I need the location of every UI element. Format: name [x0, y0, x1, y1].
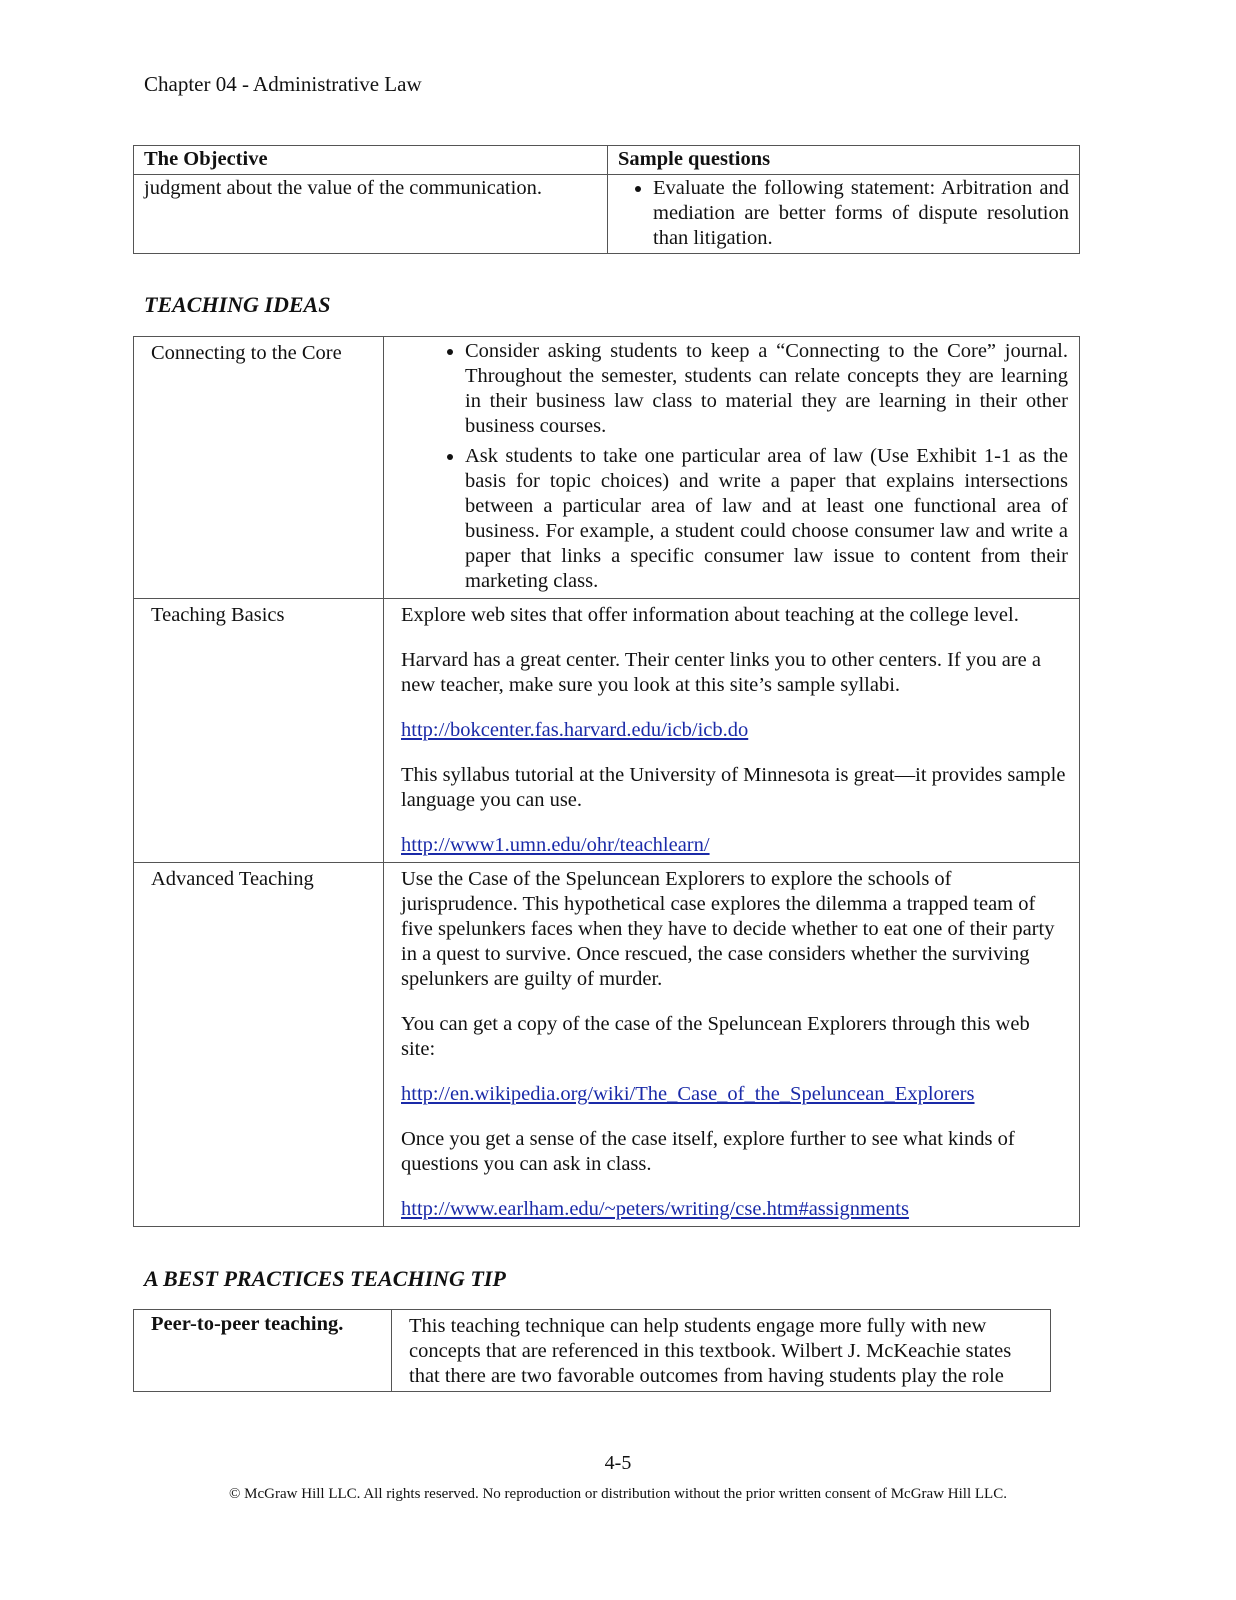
connecting-bullet: • Ask students to take one particular area of law (Use Exhibit 1-1 as the basis for topic choices) and write a paper that explains intersections between a particular area of law and at least one functional area of business. For example, a student could choose consumer law and write a paper that links a specific consumer law issue to content from their marketing class.: [465, 444, 1068, 594]
basics-row: [134, 599, 1080, 863]
wikipedia-link[interactable]: http://en.wikipedia.org/wiki/The_Case_of_the_Speluncean_Explorers: [401, 1083, 975, 1105]
sample-question-item: • Evaluate the following statement: Arbitration and mediation are better forms of dispute resolution than litigation.: [653, 176, 1069, 251]
basics-paragraph: Explore web sites that offer information about teaching at the college level.: [401, 604, 1019, 626]
advanced-paragraph: Once you get a sense of the case itself, explore further to see what kinds of questions you can ask in class.: [401, 1128, 1015, 1175]
basics-label: Teaching Basics: [134, 599, 384, 863]
page-number: 4-5: [604, 1452, 632, 1474]
chapter-header: Chapter 04 - Administrative Law: [144, 72, 422, 96]
teaching-ideas-heading: TEACHING IDEAS: [144, 292, 331, 317]
objective-cell: judgment about the value of the communication.: [134, 175, 608, 254]
connecting-content: [384, 337, 1080, 599]
best-practices-text: This teaching technique can help students engage more fully with new concepts that are referenced in this textbook. Wilbert J. McKeachie states that there are two favorable outcomes from having students play the role: [392, 1310, 1051, 1392]
advanced-paragraph: You can get a copy of the case of the Speluncean Explorers through this web site:: [401, 1013, 1030, 1060]
sample-question-cell: [608, 175, 1080, 254]
connecting-row: [134, 337, 1080, 599]
connecting-label: Connecting to the Core: [134, 337, 384, 599]
copyright-notice: © McGraw Hill LLC. All rights reserved. No reproduction or distribution without the prior written consent of McGraw Hill LLC.: [229, 1486, 1007, 1502]
basics-paragraph: Harvard has a great center. Their center links you to other centers. If you are a new teacher, make sure you look at this site’s sample syllabi.: [401, 649, 1041, 696]
objectives-table: [133, 145, 1080, 254]
teaching-ideas-table: [133, 336, 1080, 1227]
advanced-row: [134, 863, 1080, 1227]
best-practices-label: Peer-to-peer teaching.: [134, 1310, 392, 1392]
best-practices-heading: A BEST PRACTICES TEACHING TIP: [144, 1266, 506, 1291]
objective-column-header: The Objective: [134, 146, 608, 175]
best-practices-table: [133, 1309, 1051, 1392]
harvard-link[interactable]: http://bokcenter.fas.harvard.edu/icb/icb.do: [401, 719, 749, 741]
basics-paragraph: This syllabus tutorial at the University of Minnesota is great—it provides sample language you can use.: [401, 764, 1066, 811]
umn-link[interactable]: http://www1.umn.edu/ohr/teachlearn/: [401, 834, 710, 856]
basics-content: [384, 599, 1080, 863]
sample-questions-column-header: Sample questions: [608, 146, 1080, 175]
advanced-content: [384, 863, 1080, 1227]
connecting-bullet: • Consider asking students to keep a “Connecting to the Core” journal. Throughout the semester, students can relate concepts they are learning in their business law class to material they are learning in their other business courses.: [465, 339, 1068, 439]
earlham-link[interactable]: http://www.earlham.edu/~peters/writing/cse.htm#assignments: [401, 1198, 909, 1220]
advanced-paragraph: Use the Case of the Speluncean Explorers to explore the schools of jurisprudence. This hypothetical case explores the dilemma a trapped team of five spelunkers faces when they have to decide whether to eat one of their party in a quest to survive. Once rescued, the case considers whether the surviving spelunkers are guilty of murder.: [401, 868, 1055, 990]
advanced-label: Advanced Teaching: [134, 863, 384, 1227]
